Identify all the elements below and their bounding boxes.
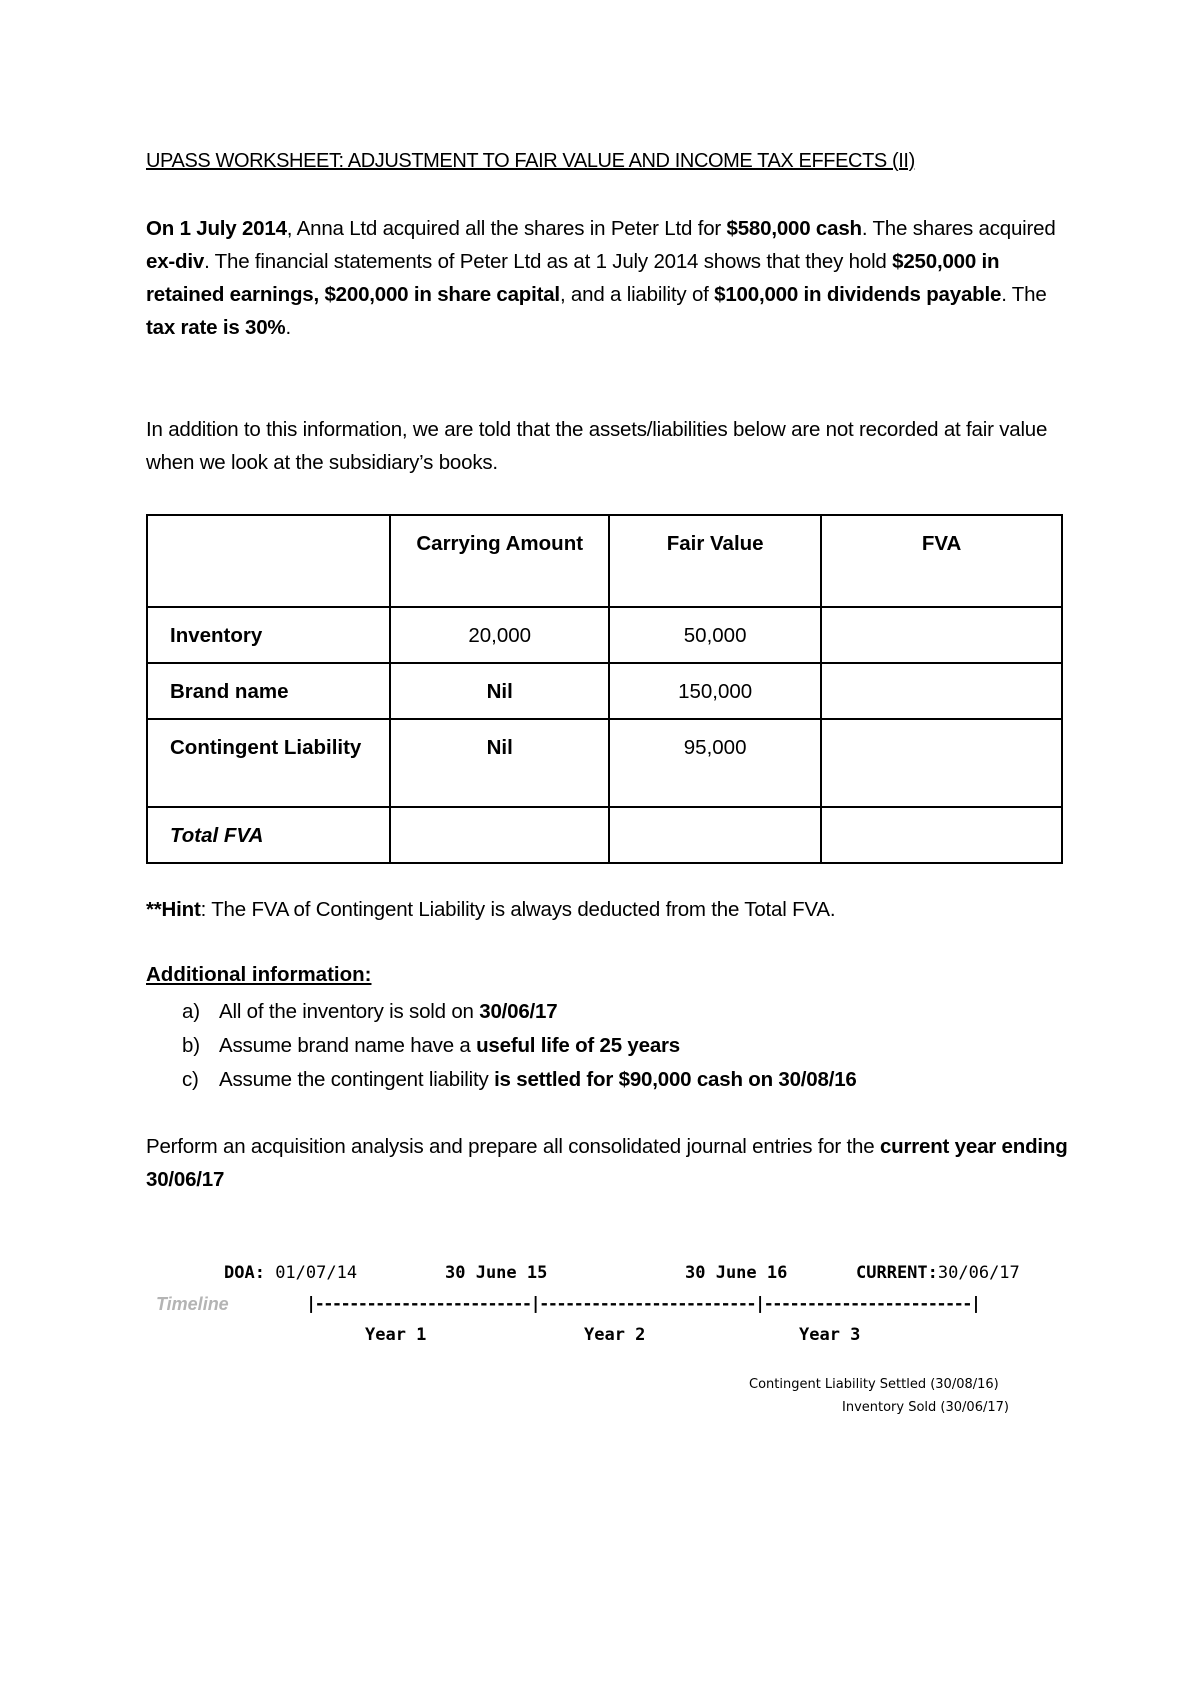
page-title: UPASS WORKSHEET: ADJUSTMENT TO FAIR VALUE AND INCOME TAX EFFECTS (II) xyxy=(146,150,915,172)
row-fva-input[interactable] xyxy=(821,719,1062,807)
row-fva-input[interactable] xyxy=(821,607,1062,663)
timeline-year-3: Year 3 xyxy=(799,1325,861,1345)
table-total-row xyxy=(147,807,1062,863)
list-item xyxy=(146,1029,857,1063)
intro-price: $580,000 cash xyxy=(726,217,862,240)
current-date: 30/06/17 xyxy=(937,1263,1020,1283)
table-row xyxy=(147,719,1062,807)
intro-paragraph xyxy=(146,212,1076,344)
list-marker: b) xyxy=(182,1034,200,1057)
total-carrying-cell[interactable] xyxy=(390,807,609,863)
list-item xyxy=(146,1063,857,1097)
doa-date: 01/07/14 xyxy=(264,1263,358,1283)
timeline-note-inventory: Inventory Sold (30/06/17) xyxy=(842,1400,1009,1415)
timeline-current xyxy=(856,1263,1020,1283)
timeline-doa xyxy=(224,1263,357,1283)
row-item: Brand name xyxy=(147,663,390,719)
timeline-line: |-------------------------|-------------------------|------------------------| xyxy=(306,1294,980,1314)
timeline-marker-2016: 30 June 16 xyxy=(685,1263,788,1283)
list-marker: a) xyxy=(182,1000,200,1023)
hint-note xyxy=(146,898,835,922)
list-bold: useful life of 25 years xyxy=(476,1034,681,1057)
row-fva-input[interactable] xyxy=(821,663,1062,719)
timeline-marker-2015: 30 June 15 xyxy=(445,1263,548,1283)
doa-label: DOA: xyxy=(224,1263,265,1283)
row-fair: 150,000 xyxy=(609,663,821,719)
total-fair-cell[interactable] xyxy=(609,807,821,863)
intro-text-5: . The xyxy=(1001,283,1047,306)
table-row xyxy=(147,663,1062,719)
row-item: Contingent Liability xyxy=(147,719,390,807)
timeline-note-contingent: Contingent Liability Settled (30/08/16) xyxy=(749,1377,999,1392)
list-text: Assume the contingent liability xyxy=(219,1068,495,1091)
intro-text-2: . The shares acquired xyxy=(861,217,1056,240)
row-carrying: Nil xyxy=(390,719,609,807)
current-label: CURRENT: xyxy=(856,1263,938,1283)
total-fva-cell[interactable] xyxy=(821,807,1062,863)
intro-text-1: , Anna Ltd acquired all the shares in Peter Ltd for xyxy=(286,217,727,240)
additional-info-heading: Additional information: xyxy=(146,963,372,986)
row-fair: 50,000 xyxy=(609,607,821,663)
timeline-year-1: Year 1 xyxy=(365,1325,427,1345)
task-paragraph xyxy=(146,1130,1076,1196)
header-fair-value: Fair Value xyxy=(609,515,821,607)
list-text: All of the inventory is sold on xyxy=(219,1000,480,1023)
timeline-year-2: Year 2 xyxy=(584,1325,646,1345)
header-carrying-amount: Carrying Amount xyxy=(390,515,609,607)
intro-text-6: . xyxy=(285,316,291,339)
hint-text: : The FVA of Contingent Liability is always deducted from the Total FVA. xyxy=(200,898,836,921)
intro-equity: $250,000 in retained earnings, $200,000 in share capital xyxy=(146,250,1000,306)
list-marker: c) xyxy=(182,1068,199,1091)
row-fair: 95,000 xyxy=(609,719,821,807)
list-text: Assume brand name have a xyxy=(219,1034,477,1057)
total-fva-label: Total FVA xyxy=(147,807,390,863)
task-text: Perform an acquisition analysis and prepare all consolidated journal entries for the xyxy=(146,1135,880,1158)
header-blank xyxy=(147,515,390,607)
table-row xyxy=(147,607,1062,663)
timeline-label: Timeline xyxy=(156,1294,229,1314)
addition-paragraph: In addition to this information, we are told that the assets/liabilities below are not recorded at fair value when we look at the subsidiary’s books. xyxy=(146,418,1048,474)
row-item: Inventory xyxy=(147,607,390,663)
row-carrying: 20,000 xyxy=(390,607,609,663)
row-carrying: Nil xyxy=(390,663,609,719)
intro-dividends: $100,000 in dividends payable xyxy=(714,283,1002,306)
intro-date: On 1 July 2014 xyxy=(146,217,287,240)
list-bold: 30/06/17 xyxy=(479,1000,558,1023)
intro-exdiv: ex-div xyxy=(146,250,205,273)
intro-text-4: , and a liability of xyxy=(559,283,715,306)
list-item xyxy=(146,995,857,1029)
intro-tax-rate: tax rate is 30% xyxy=(146,316,286,339)
fva-table xyxy=(146,514,1063,864)
header-fva: FVA xyxy=(821,515,1062,607)
list-bold: is settled for $90,000 cash on 30/08/16 xyxy=(494,1068,857,1091)
hint-label: **Hint xyxy=(146,898,201,921)
table-header-row xyxy=(147,515,1062,607)
task-bold: current year ending 30/06/17 xyxy=(146,1135,1068,1191)
additional-info-list xyxy=(146,995,857,1097)
intro-text-3: . The financial statements of Peter Ltd as at 1 July 2014 shows that they hold xyxy=(204,250,893,273)
